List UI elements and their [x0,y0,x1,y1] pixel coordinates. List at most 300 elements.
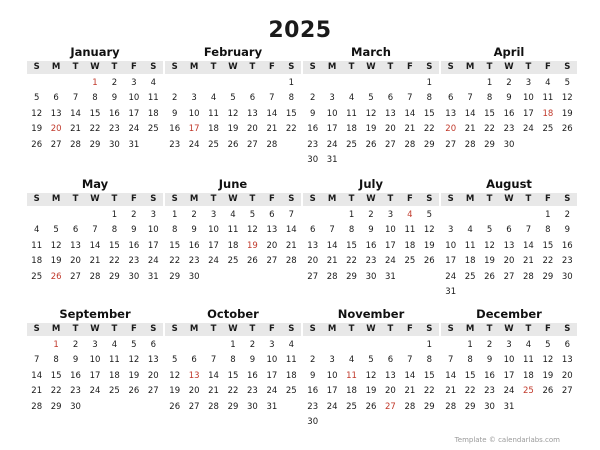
day-cell: 31 [385,271,396,282]
day-cell: 15 [109,240,120,251]
weekday-label: W [90,324,100,334]
day-cell: 16 [70,370,81,381]
weekday-header-row [165,323,301,336]
day-cell: 1 [467,339,473,350]
month-name: March [351,45,391,59]
day-cell: 8 [486,93,493,104]
day-cell: 9 [310,108,316,119]
day-cell: 26 [484,271,495,282]
weekday-label: S [288,194,295,204]
weekday-label: S [309,194,316,204]
day-cell: 5 [564,77,570,88]
day-cell: 3 [210,209,217,220]
weekday-label: S [426,62,433,72]
day-cell: 7 [92,225,98,236]
weekday-label: T [249,62,256,72]
day-cell: 25 [464,271,476,282]
day-cell: 29 [169,271,181,282]
day-cell: 25 [147,124,159,135]
holiday-date: 19 [247,240,258,251]
day-cell: 28 [326,271,338,282]
day-cell: 17 [385,240,396,251]
weekday-label: S [309,324,316,334]
weekday-header-row [303,323,439,336]
day-cell: 27 [385,139,396,150]
day-cell: 2 [564,209,570,220]
day-cell: 20 [147,370,159,381]
weekday-label: F [130,194,137,204]
day-cell: 26 [128,386,140,397]
weekday-label: T [486,324,493,334]
day-cell: 23 [307,401,319,412]
day-cell: 2 [506,77,512,88]
day-cell: 30 [561,271,573,282]
day-cell: 23 [169,139,181,150]
month-july [303,177,439,285]
month-name: February [203,45,263,59]
day-cell: 4 [288,339,294,350]
day-cell: 16 [109,108,120,119]
weekday-label: S [171,194,178,204]
day-cell: 13 [70,240,81,251]
day-cell: 7 [269,93,275,104]
day-cell: 4 [467,225,473,236]
holiday-date: 1 [53,339,59,350]
day-cell: 15 [423,370,435,381]
weekday-label: S [171,324,178,334]
day-grid [27,207,163,285]
day-cell: 20 [561,370,573,381]
day-cell: 2 [310,93,316,104]
day-cell: 26 [169,401,181,412]
day-cell: 16 [307,386,319,397]
month-april [441,45,577,153]
weekday-label: F [130,62,137,72]
weekday-label: S [33,62,40,72]
day-cell: 31 [326,155,338,166]
month-name: May [81,177,109,191]
day-cell: 13 [445,108,457,119]
day-cell: 28 [523,271,534,282]
weekday-label: S [564,62,571,72]
day-cell: 1 [230,339,236,350]
day-cell: 18 [346,386,357,397]
day-grid [165,337,301,415]
day-cell: 24 [385,256,396,267]
day-cell: 17 [445,256,457,267]
day-cell: 5 [249,209,256,220]
day-cell: 26 [365,401,377,412]
weekday-label: F [268,324,275,334]
day-cell: 13 [561,355,573,366]
day-cell: 11 [404,225,416,236]
day-cell: 11 [208,108,219,119]
day-cell: 16 [561,240,573,251]
day-cell: 1 [348,209,355,220]
weekday-label: S [447,324,454,334]
weekday-label: T [525,324,532,334]
day-cell: 19 [50,256,62,267]
weekday-label: T [111,324,118,334]
day-cell: 15 [346,240,357,251]
day-cell: 11 [31,240,43,251]
weekday-header-row [27,61,163,74]
day-cell: 18 [31,256,43,267]
weekday-label: W [228,194,238,204]
day-cell: 18 [346,124,357,135]
weekday-label: M [189,194,199,204]
day-grid [441,337,577,415]
day-cell: 5 [545,339,551,350]
day-cell: 28 [285,256,297,267]
day-cell: 9 [131,225,137,236]
day-cell: 6 [72,225,79,236]
day-cell: 28 [208,401,219,412]
day-cell: 19 [484,256,495,267]
month-march [303,45,439,168]
day-cell: 12 [365,108,377,119]
day-cell: 11 [523,355,534,366]
day-cell: 25 [404,256,416,267]
day-cell: 24 [326,401,338,412]
day-cell: 6 [310,225,316,236]
month-september [27,307,163,415]
day-cell: 23 [484,386,495,397]
weekday-label: W [366,194,376,204]
day-cell: 5 [172,355,178,366]
day-cell: 14 [31,370,43,381]
day-cell: 28 [70,139,81,150]
day-cell: 1 [486,77,493,88]
day-cell: 22 [50,386,62,397]
month-name: September [59,307,131,321]
day-cell: 30 [128,271,140,282]
day-cell: 4 [348,93,355,104]
day-cell: 9 [368,225,374,236]
day-cell: 17 [266,370,278,381]
weekday-header-row [303,61,439,74]
day-cell: 31 [445,287,457,298]
day-cell: 14 [326,240,338,251]
weekday-label: T [249,324,256,334]
weekday-label: S [150,324,157,334]
day-cell: 5 [131,339,137,350]
day-cell: 15 [542,240,554,251]
day-cell: 10 [523,93,534,104]
weekday-label: T [387,62,394,72]
weekday-label: T [72,194,79,204]
day-cell: 30 [307,417,319,428]
day-cell: 28 [464,139,476,150]
day-cell: 7 [407,93,413,104]
weekday-label: F [268,62,275,72]
holiday-date: 27 [385,401,396,412]
day-cell: 9 [172,108,178,119]
weekday-label: T [348,324,355,334]
weekday-label: T [210,324,217,334]
day-cell: 29 [484,139,495,150]
month-name: October [207,307,259,321]
day-cell: 10 [326,108,338,119]
day-cell: 25 [346,139,357,150]
day-cell: 24 [128,124,140,135]
day-cell: 8 [172,225,178,236]
month-november [303,307,439,430]
day-cell: 23 [365,256,377,267]
day-cell: 31 [128,139,140,150]
day-cell: 21 [404,386,416,397]
day-cell: 29 [464,401,476,412]
day-cell: 3 [387,209,394,220]
weekday-header-row [441,323,577,336]
day-cell: 19 [227,124,239,135]
day-cell: 4 [210,93,217,104]
calendar-year-title: 2025 [268,18,332,43]
day-cell: 9 [72,355,79,366]
day-cell: 10 [266,355,278,366]
day-cell: 26 [423,256,435,267]
weekday-header-row [303,193,439,206]
day-cell: 13 [385,370,396,381]
day-cell: 10 [188,108,200,119]
weekday-label: S [309,62,316,72]
day-cell: 30 [365,271,377,282]
day-cell: 7 [288,209,294,220]
day-cell: 23 [503,124,515,135]
day-cell: 25 [227,256,239,267]
day-cell: 17 [326,386,338,397]
day-cell: 8 [426,355,432,366]
weekday-header-row [441,193,577,206]
weekday-label: S [33,194,40,204]
day-cell: 21 [70,124,81,135]
month-name: June [218,177,248,191]
day-cell: 31 [147,271,159,282]
holiday-date: 18 [542,108,554,119]
day-cell: 28 [404,139,416,150]
weekday-label: M [189,324,199,334]
day-cell: 1 [111,209,118,220]
day-cell: 7 [72,93,79,104]
day-grid [27,75,163,153]
day-cell: 9 [486,355,493,366]
weekday-label: S [288,324,295,334]
day-cell: 17 [503,370,515,381]
day-cell: 8 [230,355,236,366]
day-cell: 30 [188,271,200,282]
day-cell: 5 [368,355,374,366]
weekday-label: M [465,324,475,334]
day-grid [27,337,163,415]
holiday-date: 1 [92,77,98,88]
day-cell: 3 [329,355,335,366]
day-cell: 31 [266,401,278,412]
day-cell: 20 [385,124,396,135]
day-cell: 5 [486,225,493,236]
holiday-date: 20 [50,124,62,135]
day-cell: 22 [423,124,435,135]
day-cell: 21 [523,256,534,267]
day-cell: 25 [346,401,357,412]
weekday-header-row [165,193,301,206]
day-cell: 12 [169,370,181,381]
day-cell: 27 [307,271,319,282]
weekday-label: F [268,194,275,204]
month-august [441,177,577,300]
weekday-label: T [210,62,217,72]
weekday-label: W [90,62,100,72]
day-cell: 16 [484,370,495,381]
month-january [27,45,163,153]
day-cell: 19 [128,370,140,381]
day-cell: 22 [346,256,357,267]
weekday-label: T [486,194,493,204]
day-cell: 25 [208,139,219,150]
weekday-header-row [441,61,577,74]
day-grid [441,75,577,153]
day-cell: 7 [34,355,40,366]
weekday-header-row [27,193,163,206]
day-cell: 2 [249,339,256,350]
day-cell: 8 [545,225,551,236]
day-cell: 20 [503,256,515,267]
day-cell: 2 [111,77,118,88]
weekday-label: F [406,324,413,334]
day-cell: 28 [404,401,416,412]
weekday-label: T [210,194,217,204]
day-cell: 24 [89,386,101,397]
day-cell: 11 [285,355,297,366]
day-cell: 14 [404,108,416,119]
day-cell: 22 [484,124,495,135]
day-cell: 3 [150,209,156,220]
month-name: July [359,177,383,191]
weekday-label: M [327,194,337,204]
weekday-label: T [72,62,79,72]
day-cell: 8 [348,225,355,236]
weekday-label: F [406,62,413,72]
day-cell: 26 [542,386,554,397]
day-cell: 24 [326,139,338,150]
day-cell: 29 [423,139,435,150]
day-cell: 7 [525,225,532,236]
day-cell: 10 [128,93,140,104]
month-february [165,45,301,153]
month-name: November [337,307,405,321]
day-cell: 6 [269,209,275,220]
weekday-label: T [111,62,118,72]
day-cell: 12 [128,355,140,366]
day-cell: 1 [426,339,432,350]
weekday-label: W [90,194,100,204]
holiday-date: 13 [188,370,200,381]
weekday-label: M [465,194,475,204]
weekday-label: M [51,62,61,72]
day-cell: 25 [285,386,297,397]
day-cell: 3 [329,93,335,104]
day-cell: 11 [346,108,357,119]
day-cell: 1 [172,209,178,220]
day-cell: 7 [467,93,473,104]
weekday-label: W [228,324,238,334]
day-cell: 17 [147,240,159,251]
day-cell: 19 [169,386,181,397]
weekday-label: F [130,324,137,334]
day-cell: 8 [92,93,98,104]
day-cell: 15 [89,108,101,119]
day-cell: 20 [247,124,258,135]
day-cell: 17 [523,108,534,119]
weekday-label: S [564,324,571,334]
day-cell: 13 [307,240,319,251]
weekday-label: M [51,324,61,334]
day-cell: 18 [523,370,534,381]
day-cell: 11 [227,225,239,236]
day-cell: 29 [89,139,101,150]
day-cell: 6 [150,339,156,350]
weekday-label: S [447,62,454,72]
day-cell: 27 [147,386,159,397]
day-cell: 23 [247,386,258,397]
weekday-label: T [525,62,532,72]
day-cell: 26 [31,139,43,150]
day-grid [441,207,577,300]
day-cell: 3 [525,77,532,88]
day-cell: 10 [147,225,159,236]
holiday-date: 4 [407,209,413,220]
day-cell: 1 [545,209,551,220]
weekday-label: T [387,194,394,204]
day-cell: 19 [423,240,435,251]
holiday-date: 17 [188,124,200,135]
day-cell: 3 [92,339,98,350]
day-cell: 3 [269,339,275,350]
day-cell: 5 [426,209,432,220]
day-cell: 24 [445,271,457,282]
day-cell: 16 [503,108,515,119]
day-cell: 20 [188,386,200,397]
day-cell: 21 [464,124,476,135]
day-cell: 10 [89,355,101,366]
day-cell: 16 [365,240,377,251]
day-cell: 4 [545,77,551,88]
day-cell: 22 [109,256,120,267]
day-cell: 4 [34,225,40,236]
day-cell: 6 [387,93,394,104]
day-cell: 12 [365,370,377,381]
day-cell: 15 [423,108,435,119]
month-name: December [476,307,542,321]
day-cell: 7 [407,355,413,366]
day-cell: 4 [150,77,156,88]
weekday-label: M [465,62,475,72]
weekday-label: S [426,194,433,204]
day-grid [303,75,439,168]
day-cell: 19 [365,124,377,135]
day-cell: 27 [50,139,62,150]
day-cell: 7 [448,355,454,366]
footer-credit: Template © calendarlabs.com [454,436,560,444]
day-cell: 12 [50,240,62,251]
day-cell: 1 [288,77,294,88]
weekday-label: F [544,62,551,72]
day-cell: 18 [404,240,416,251]
day-cell: 7 [210,355,217,366]
day-cell: 14 [464,108,476,119]
day-cell: 10 [326,370,338,381]
weekday-label: F [544,324,551,334]
weekday-label: S [171,62,178,72]
